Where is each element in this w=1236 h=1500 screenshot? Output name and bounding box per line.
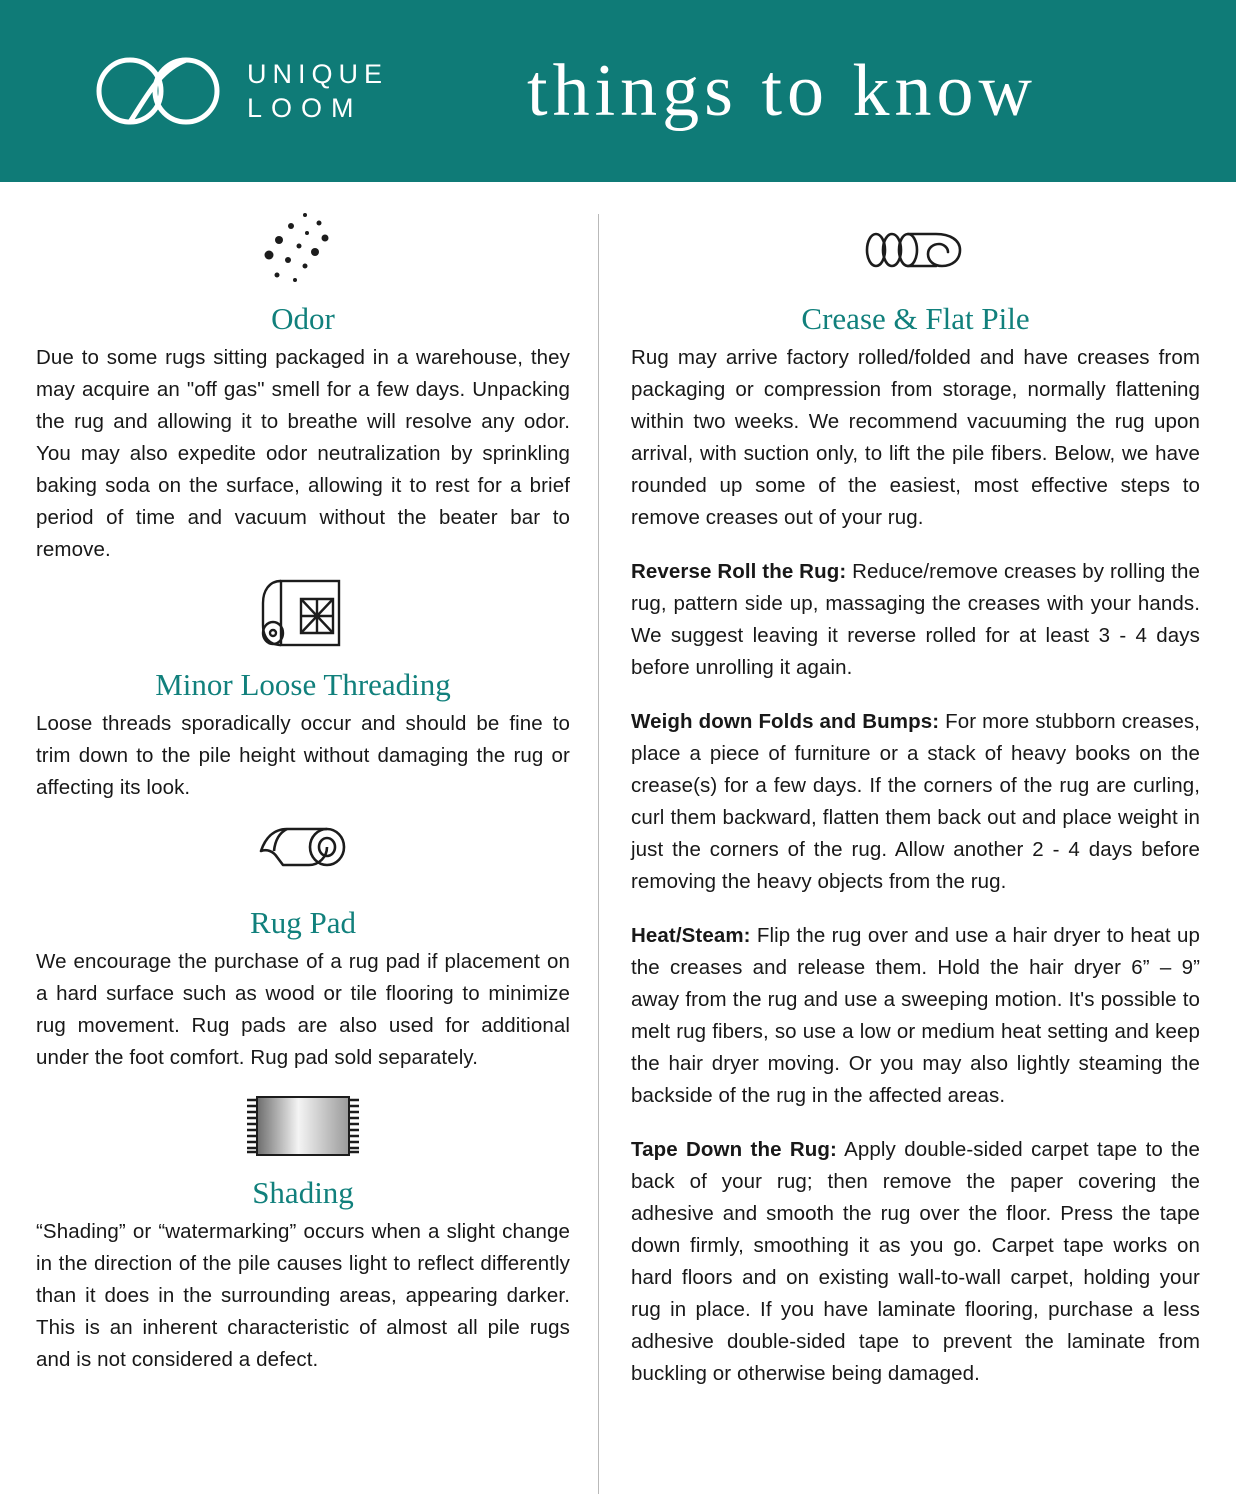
tip-label-tape-down: Tape Down the Rug: bbox=[631, 1138, 837, 1161]
section-shading bbox=[36, 1080, 570, 1376]
tip-reverse-roll bbox=[631, 556, 1200, 684]
tip-label-reverse-roll: Reverse Roll the Rug: bbox=[631, 560, 847, 583]
left-column bbox=[36, 206, 598, 1500]
section-title-rug-pad: Rug Pad bbox=[250, 905, 356, 940]
crease-intro-text: Rug may arrive factory rolled/folded and have creases from packaging or compression from storage, normally flattening within two weeks. We recommend vacuuming the rug upon arrival, with suction only, to lift the pile fibers. Below, we have rounded up some of the easiest, most effective steps to remove creases out of your rug. bbox=[631, 346, 1200, 529]
rolled-pile-icon bbox=[631, 206, 1200, 298]
tip-text-tape-down: Apply double-sided carpet tape to the back of your rug; then remove the paper covering the adhesive and smooth the rug over the floor. Press the tape down firmly, smoothing it as you go. Carpet tape works on hard floors and on existing wall-to-wall carpet, holding your rug in place. If you have laminate flooring, purchase a less adhesive double-sided tape to prevent the laminate from buckling or otherwise being damaged. bbox=[631, 1138, 1200, 1385]
page-title: things to know bbox=[527, 50, 1037, 132]
section-title-crease-flat-pile: Crease & Flat Pile bbox=[801, 301, 1030, 336]
rolled-rug-icon bbox=[36, 572, 570, 664]
tip-tape-down bbox=[631, 1134, 1200, 1390]
tip-heat-steam bbox=[631, 920, 1200, 1112]
tip-weigh-down bbox=[631, 706, 1200, 898]
tip-text-heat-steam: Flip the rug over and use a hair dryer to heat up the creases and release them. Hold the hair dryer 6” – 9” away from the rug and use a sweeping motion. It's possible to melt rug fibers, so use a low or medium heat setting and keep the hair dryer moving. Or you may also lightly steaming the backside of the rug in the affected areas. bbox=[631, 924, 1200, 1107]
tip-text-weigh-down: For more stubborn creases, place a piece of furniture or a stack of heavy books on the crease(s) for a few days. If the corners of the rug are curling, curl them backward, flatten them back out and place weight in just the corners of the rug. Allow another 2 - 4 days before removing the heavy objects from the rug. bbox=[631, 710, 1200, 893]
right-column bbox=[599, 206, 1200, 1500]
section-body-minor-loose-threading: Loose threads sporadically occur and should be fine to trim down to the pile height without damaging the rug or affecting its look. bbox=[36, 712, 570, 799]
brand-wordmark bbox=[247, 57, 388, 125]
page-header bbox=[0, 0, 1236, 182]
unique-loom-mark-icon bbox=[90, 52, 225, 130]
tip-text-reverse-roll: Reduce/remove creases by rolling the rug, pattern side up, massaging the creases with your hands. We suggest leaving it reverse rolled for at least 3 - 4 days before unrolling it again. bbox=[631, 560, 1201, 679]
rug-pad-roll-icon bbox=[36, 810, 570, 902]
brand-line-2: LOOM bbox=[247, 93, 363, 123]
section-minor-loose-threading bbox=[36, 572, 570, 804]
tip-label-heat-steam: Heat/Steam: bbox=[631, 924, 751, 947]
section-odor bbox=[36, 206, 570, 566]
brand-line-1: UNIQUE bbox=[247, 59, 389, 89]
section-title-odor: Odor bbox=[271, 301, 335, 336]
section-rug-pad bbox=[36, 810, 570, 1074]
section-body-shading: “Shading” or “watermarking” occurs when a slight change in the direction of the pile causes light to reflect differently than it does in the surrounding areas, appearing darker. This is an inherent characteristic of almost all pile rugs and is not considered a defect. bbox=[36, 1220, 570, 1371]
tip-label-weigh-down: Weigh down Folds and Bumps: bbox=[631, 710, 940, 733]
brand-logo bbox=[90, 52, 388, 130]
content-area bbox=[0, 182, 1236, 1500]
section-body-rug-pad: We encourage the purchase of a rug pad if placement on a hard surface such as wood or tile flooring to minimize rug movement. Rug pads are also used for additional under the foot comfort. Rug pad sold separately. bbox=[36, 950, 570, 1069]
section-title-minor-loose-threading: Minor Loose Threading bbox=[155, 667, 451, 702]
dots-odor-icon bbox=[36, 206, 570, 298]
section-title-shading: Shading bbox=[252, 1175, 354, 1210]
shaded-rug-icon bbox=[36, 1080, 570, 1172]
section-body-odor: Due to some rugs sitting packaged in a warehouse, they may acquire an "off gas" smell for a few days. Unpacking the rug and allowing it to breathe will resolve any odor. You may also expedite odor neutralization by sprinkling baking soda on the surface, allowing it to rest for a brief period of time and vacuum without the beater bar to remove. bbox=[36, 346, 570, 561]
